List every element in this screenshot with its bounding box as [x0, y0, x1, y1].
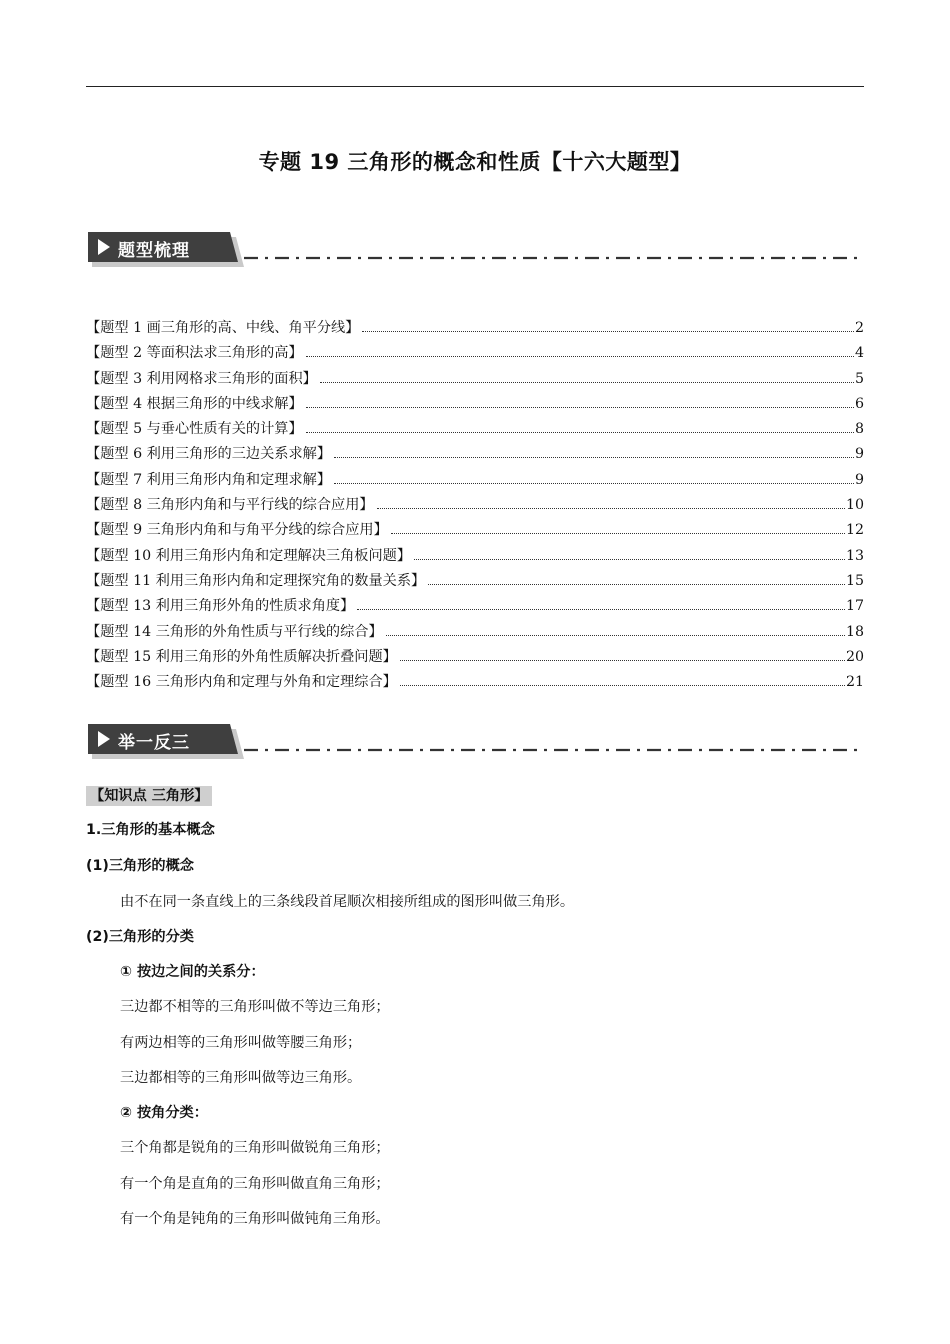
toc-entry[interactable]	[86, 392, 864, 417]
toc-leader-dots	[400, 685, 845, 686]
toc-leader-dots	[391, 533, 845, 534]
text-equilateral: 三边都相等的三角形叫做等边三角形。	[120, 1070, 362, 1086]
toc-entry-title: 【题型 16 三角形内角和定理与外角和定理综合】	[86, 674, 397, 691]
toc-leader-dots	[306, 407, 854, 408]
toc-entry-page: 9	[854, 446, 864, 463]
toc-entry-title: 【题型 2 等面积法求三角形的高】	[86, 345, 303, 362]
toc-entry-page: 8	[854, 421, 864, 438]
toc-entry[interactable]	[86, 367, 864, 392]
toc-leader-dots	[320, 382, 854, 383]
toc-entry-page: 6	[854, 395, 864, 412]
toc-entry-page: 12	[845, 522, 864, 539]
toc-entry[interactable]	[86, 670, 864, 695]
dash-dot-rule	[244, 747, 864, 753]
toc-entry-title: 【题型 6 利用三角形的三边关系求解】	[86, 446, 332, 463]
text-right: 有一个角是直角的三角形叫做直角三角形；	[120, 1176, 390, 1192]
banner-label: 题型梳理	[118, 241, 190, 261]
toc-leader-dots	[334, 483, 854, 484]
toc-entry-page: 15	[845, 572, 864, 589]
toc-leader-dots	[386, 635, 845, 636]
toc-entry[interactable]	[86, 594, 864, 619]
play-triangle-icon	[98, 239, 110, 255]
toc-entry-title: 【题型 15 利用三角形的外角性质解决折叠问题】	[86, 648, 397, 665]
toc-entry-title: 【题型 4 根据三角形的中线求解】	[86, 395, 303, 412]
toc-entry-title: 【题型 3 利用网格求三角形的面积】	[86, 370, 317, 387]
toc-entry-page: 13	[845, 547, 864, 564]
table-of-contents	[86, 316, 864, 695]
toc-entry-page: 18	[845, 623, 864, 640]
toc-entry[interactable]	[86, 569, 864, 594]
toc-entry-page: 17	[845, 598, 864, 615]
heading-classification: (2)三角形的分类	[86, 929, 194, 945]
toc-entry-title: 【题型 11 利用三角形内角和定理探究角的数量关系】	[86, 572, 426, 589]
play-triangle-icon	[98, 731, 110, 747]
toc-entry-page: 21	[845, 674, 864, 691]
subheading-by-angles: ② 按角分类：	[120, 1105, 208, 1121]
text-acute: 三个角都是锐角的三角形叫做锐角三角形；	[120, 1140, 390, 1156]
toc-entry-page: 10	[845, 497, 864, 514]
toc-entry-title: 【题型 9 三角形内角和与角平分线的综合应用】	[86, 522, 388, 539]
text-obtuse: 有一个角是钝角的三角形叫做钝角三角形。	[120, 1211, 390, 1227]
toc-leader-dots	[362, 331, 854, 332]
knowledge-point-label: 【知识点 三角形】	[86, 786, 212, 806]
heading-triangle-concept: (1)三角形的概念	[86, 858, 194, 874]
toc-entry[interactable]	[86, 442, 864, 467]
toc-leader-dots	[428, 584, 845, 585]
toc-entry-title: 【题型 8 三角形内角和与平行线的综合应用】	[86, 497, 374, 514]
toc-leader-dots	[357, 609, 845, 610]
toc-entry-title: 【题型 5 与垂心性质有关的计算】	[86, 421, 303, 438]
toc-entry-page: 5	[854, 370, 864, 387]
toc-entry[interactable]	[86, 544, 864, 569]
toc-entry[interactable]	[86, 620, 864, 645]
section-banner-question-types	[88, 232, 864, 272]
toc-entry[interactable]	[86, 645, 864, 670]
toc-entry-title: 【题型 1 画三角形的高、中线、角平分线】	[86, 320, 360, 336]
text-scalene: 三边都不相等的三角形叫做不等边三角形；	[120, 999, 390, 1015]
toc-entry[interactable]	[86, 518, 864, 543]
paragraph-definition: 由不在同一条直线上的三条线段首尾顺次相接所组成的图形叫做三角形。	[120, 894, 575, 910]
toc-entry[interactable]	[86, 468, 864, 493]
page-title: 专题 19 三角形的概念和性质【十六大题型】	[258, 150, 692, 174]
heading-basic-concept: 1.三角形的基本概念	[86, 822, 215, 838]
toc-entry-page: 20	[845, 648, 864, 665]
toc-entry-page: 4	[854, 345, 864, 362]
toc-leader-dots	[306, 356, 854, 357]
toc-entry-title: 【题型 14 三角形的外角性质与平行线的综合】	[86, 623, 383, 640]
toc-leader-dots	[414, 559, 845, 560]
section-banner-examples	[88, 724, 864, 764]
text-isosceles: 有两边相等的三角形叫做等腰三角形；	[120, 1035, 362, 1051]
toc-entry-page: 2	[854, 320, 864, 336]
toc-entry[interactable]	[86, 316, 864, 341]
toc-leader-dots	[377, 508, 845, 509]
toc-leader-dots	[400, 660, 845, 661]
toc-entry[interactable]	[86, 493, 864, 518]
toc-entry[interactable]	[86, 341, 864, 366]
toc-leader-dots	[334, 457, 854, 458]
toc-leader-dots	[306, 432, 854, 433]
toc-entry-page: 9	[854, 471, 864, 488]
toc-entry[interactable]	[86, 417, 864, 442]
toc-entry-title: 【题型 13 利用三角形外角的性质求角度】	[86, 598, 355, 615]
banner-label: 举一反三	[118, 733, 190, 753]
header-rule	[86, 86, 864, 87]
dash-dot-rule	[244, 255, 864, 261]
toc-entry-title: 【题型 7 利用三角形内角和定理求解】	[86, 471, 332, 488]
subheading-by-sides: ① 按边之间的关系分：	[120, 964, 265, 980]
toc-entry-title: 【题型 10 利用三角形内角和定理解决三角板问题】	[86, 547, 412, 564]
